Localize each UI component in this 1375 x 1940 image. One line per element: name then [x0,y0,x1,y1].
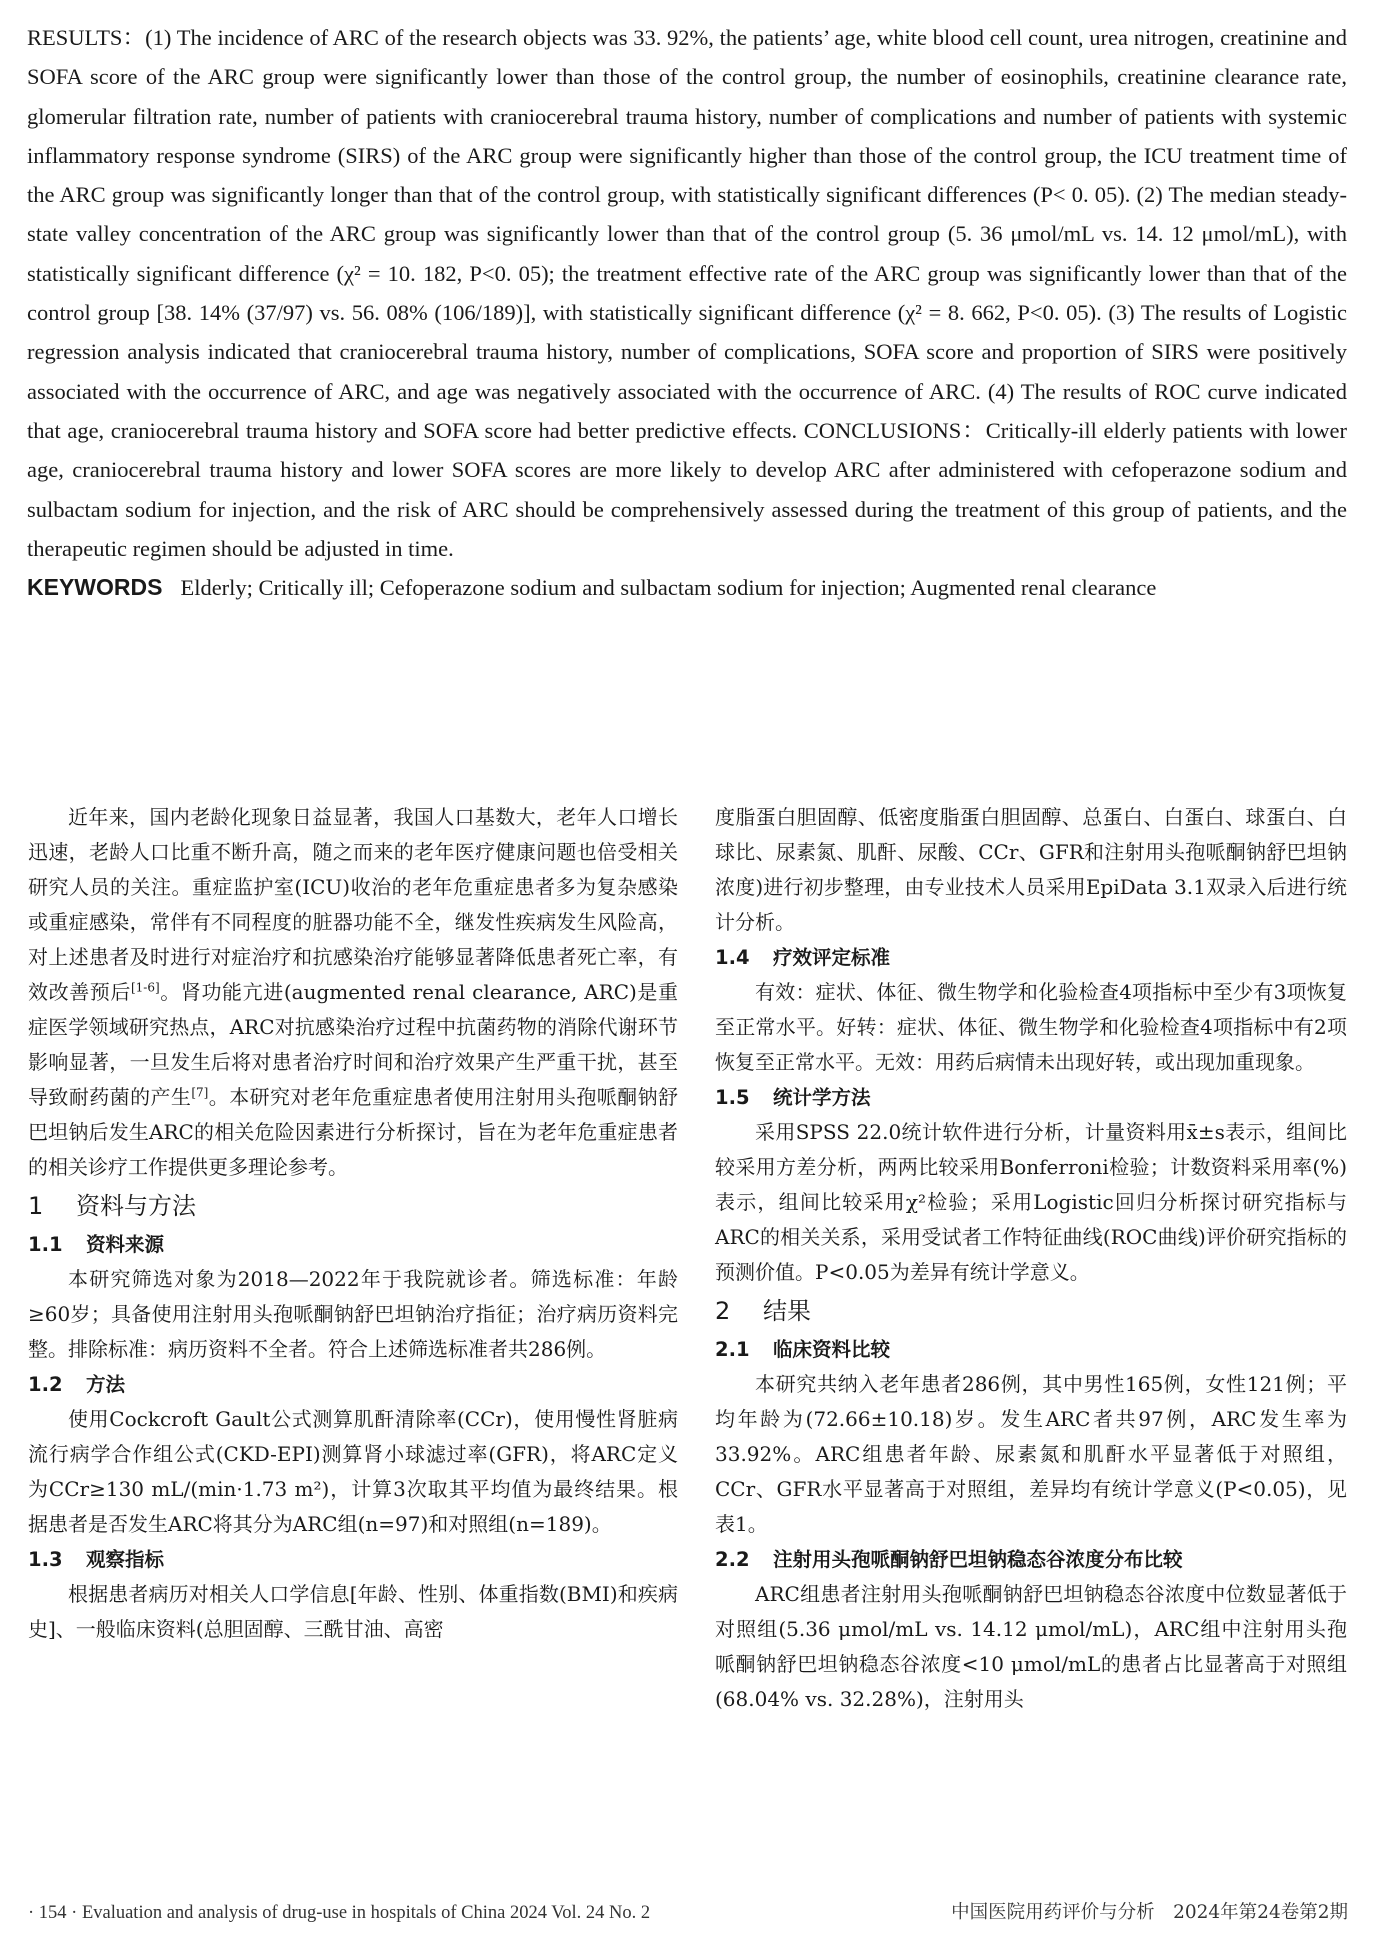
subsection-title: 临床资料比较 [773,1338,891,1361]
subsection-number: 1.2 [28,1373,63,1396]
footer-left: · 154 · Evaluation and analysis of drug-use in hospitals of China 2024 Vol. 24 No. 2 [28,1903,651,1923]
subsection-number: 1.4 [715,946,750,969]
page-footer [28,1898,1348,1928]
section-title: 结果 [763,1297,811,1325]
concentration-paragraph: ARC组患者注射用头孢哌酮钠舒巴坦钠稳态谷浓度中位数显著低于对照组(5.36 μmol/mL vs. 14.12 μmol/mL)，ARC组中注射用头孢哌酮钠舒巴坦钠稳态谷浓度<10 μmol/mL的患者占比显著高于对照组(68.04% vs. 32.28%)，注射用头 [715,1582,1347,1711]
observation-paragraph-continued: 度脂蛋白胆固醇、低密度脂蛋白胆固醇、总蛋白、白蛋白、球蛋白、白球比、尿素氮、肌酐、尿酸、CCr、GFR和注射用头孢哌酮钠舒巴坦钠浓度)进行初步整理，由专业技术人员采用EpiData 3.1双录入后进行统计分析。 [715,805,1347,934]
keywords-label: KEYWORDS [27,574,163,601]
subsection-heading-evaluation [715,940,1347,975]
intro-text-a: 近年来，国内老龄化现象日益显著，我国人口基数大，老年人口增长迅速，老龄人口比重不断升高，随之而来的老年医疗健康问题也倍受相关研究人员的关注。重症监护室(ICU)收治的老年危重症患者多为复杂感染或重症感染，常伴有不同程度的脏器功能不全，继发性疾病发生风险高，对上述患者及时进行对症治疗和抗感染治疗能够显著降低患者死亡率，有效改善预后 [28,805,678,1004]
right-column [715,800,1347,1717]
evaluation-paragraph: 有效：症状、体征、微生物学和化验检查4项指标中至少有3项恢复至正常水平。好转：症状、体征、微生物学和化验检查4项指标中有2项恢复至正常水平。无效：用药后病情未出现好转，或出现加重现象。 [715,980,1347,1074]
section-heading-results [715,1290,1347,1332]
citation-7: [7] [191,1085,209,1100]
keywords-text: Elderly; Critically ill; Cefoperazone sodium and sulbactam sodium for injection; Augmented renal clearance [180,575,1157,601]
abstract-conclusions: CONCLUSIONS：Critically-ill elderly patients with lower age, craniocerebral trauma history and lower SOFA scores are more likely to develop ARC after administered with cefoperazone sodium and sulbactam sodium for injection, and the risk of ARC should be comprehensively assessed during the treatment of this group of patients, and the therapeutic regimen should be adjusted in time. [27,417,1347,561]
subsection-number: 2.1 [715,1338,750,1361]
subsection-title: 方法 [86,1373,126,1396]
subsection-number: 2.2 [715,1548,750,1571]
subsection-number: 1.1 [28,1233,63,1256]
section-number: 1 [28,1192,44,1220]
source-paragraph: 本研究筛选对象为2018—2022年于我院就诊者。筛选标准：年龄≥60岁；具备使用注射用头孢哌酮钠舒巴坦钠治疗指征；治疗病历资料完整。排除标准：病历资料不全者。符合上述筛选标准者共286例。 [28,1267,678,1361]
intro-text-c: 。本研究对老年危重症患者使用注射用头孢哌酮钠舒巴坦钠后发生ARC的相关危险因素进行分析探讨，旨在为老年危重症患者的相关诊疗工作提供更多理论参考。 [28,1085,679,1179]
abstract-results: RESULTS：(1) The incidence of ARC of the research objects was 33. 92%, the patients’ age, white blood cell count, urea nitrogen, creatinine and SOFA score of the ARC group were significantly lower than those of the control group, the number of eosinophils, creatinine clearance rate, glomerular filtration rate, number of patients with craniocerebral trauma history, number of complications and number of patients with systemic inflammatory response syndrome (SIRS) of the ARC group were significantly higher than those of the control group, the ICU treatment time of the ARC group was significantly longer than that of the control group, with statistically significant differences (P< 0. 05). (2) The median steady-state valley concentration of the ARC group was significantly lower than that of the control group (5. 36 μmol/mL vs. 14. 12 μmol/mL), with statistically significant difference (χ² = 10. 182, P<0. 05); the treatment effective rate of the ARC group was significantly lower than that of the control group [38. 14% (37/97) vs. 56. 08% (106/189)], with statistically significant difference (χ² = 8. 662, P<0. 05). (3) The results of Logistic regression analysis indicated that craniocerebral trauma history, number of complications, SOFA score and proportion of SIRS were positively associated with the occurrence of ARC, and age was negatively associated with the occurrence of ARC. (4) The results of ROC curve indicated that age, craniocerebral trauma history and SOFA score had better predictive effects. [27,25,1347,443]
intro-paragraph [28,800,678,1185]
statistics-paragraph: 采用SPSS 22.0统计软件进行分析，计量资料用x̄±s表示，组间比较采用方差分析，两两比较采用Bonferroni检验；计数资料采用率(%)表示，组间比较采用χ²检验；采用Logistic回归分析探讨研究指标与ARC的相关关系，采用受试者工作特征曲线(ROC曲线)评价研究指标的预测价值。P<0.05为差异有统计学意义。 [715,1120,1347,1284]
subsection-heading-observation [28,1542,678,1577]
citation-1-6: [1-6] [130,980,160,995]
subsection-heading-source [28,1227,678,1262]
section-number: 2 [715,1297,731,1325]
subsection-number: 1.5 [715,1086,750,1109]
subsection-title: 资料来源 [86,1233,165,1256]
method-paragraph: 使用Cockcroft Gault公式测算肌酐清除率(CCr)，使用慢性肾脏病流行病学合作组公式(CKD-EPI)测算肾小球滤过率(GFR)，将ARC定义为CCr≥130 mL/(min·1.73 m²)，计算3次取其平均值为最终结果。根据患者是否发生ARC将其分为ARC组(n=97)和对照组(n=189)。 [28,1407,678,1536]
intro-text-b: 。肾功能亢进(augmented renal clearance, ARC)是重症医学领域研究热点，ARC对抗感染治疗过程中抗菌药物的消除代谢环节影响显著，一旦发生后将对患者治疗时间和治疗效果产生严重干扰，甚至导致耐药菌的产生 [28,980,678,1109]
subsection-heading-clinical [715,1332,1347,1367]
section-title: 资料与方法 [76,1192,196,1220]
footer-right: 中国医院用药评价与分析 2024年第24卷第2期 [951,1902,1348,1923]
subsection-heading-concentration [715,1542,1347,1577]
clinical-paragraph: 本研究共纳入老年患者286例，其中男性165例，女性121例；平均年龄为(72.66±10.18)岁。发生ARC者共97例，ARC发生率为33.92%。ARC组患者年龄、尿素氮和肌酐水平显著低于对照组，CCr、GFR水平显著高于对照组，差异均有统计学意义(P<0.05)，见表1。 [715,1372,1347,1536]
left-column [28,800,678,1647]
subsection-title: 观察指标 [86,1548,165,1571]
subsection-title: 注射用头孢哌酮钠舒巴坦钠稳态谷浓度分布比较 [773,1548,1183,1571]
section-heading-methods [28,1185,678,1227]
subsection-title: 统计学方法 [773,1086,871,1109]
keywords-line [27,568,1347,607]
observation-paragraph: 根据患者病历对相关人口学信息[年龄、性别、体重指数(BMI)和疾病史]、一般临床资料(总胆固醇、三酰甘油、高密 [28,1582,678,1641]
subsection-heading-statistics [715,1080,1347,1115]
english-abstract [27,18,1347,607]
subsection-number: 1.3 [28,1548,63,1571]
subsection-heading-method [28,1367,678,1402]
subsection-title: 疗效评定标准 [773,946,891,969]
